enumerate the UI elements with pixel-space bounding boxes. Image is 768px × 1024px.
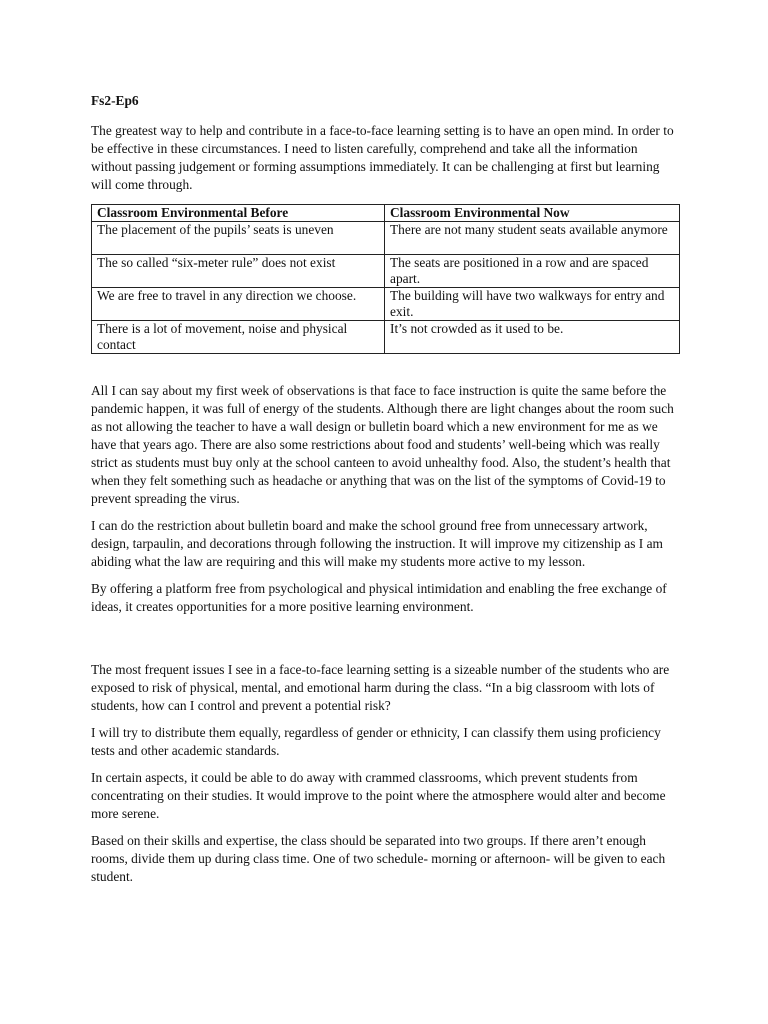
intro-paragraph: The greatest way to help and contribute in a face-to-face learning setting is to have an open mind. In order to be effective in these circumstances. I need to listen carefully, comprehend and take all the information without passing judgement or forming assumptions immediately. It can be challenging at first but learning will come through. — [91, 123, 674, 192]
comparison-table — [91, 204, 680, 354]
table-row — [92, 255, 680, 288]
body-paragraph: I can do the restriction about bulletin board and make the school ground free from unnecessary artwork, design, tarpaulin, and decorations through following the instruction. It will improve my citizenship as I am abiding what the law are requiring and this will make my students more active to my lesson. — [91, 518, 663, 569]
table-row — [92, 222, 680, 255]
table-cell: The seats are positioned in a row and are spaced apart. — [385, 255, 680, 288]
table-cell: There is a lot of movement, noise and physical contact — [92, 321, 385, 354]
table-cell: The so called “six-meter rule” does not exist — [92, 255, 385, 288]
body-paragraph: I will try to distribute them equally, regardless of gender or ethnicity, I can classify them using proficiency tests and other academic standards. — [91, 725, 661, 758]
table-cell: There are not many student seats available anymore — [385, 222, 680, 255]
table-header-row — [92, 205, 680, 222]
body-paragraph: In certain aspects, it could be able to do away with crammed classrooms, which prevent students from concentrating on their studies. It would improve to the point where the atmosphere would alter and become more serene. — [91, 770, 666, 821]
document-page — [91, 92, 681, 895]
table-header-before: Classroom Environmental Before — [92, 205, 385, 222]
table-cell: The building will have two walkways for entry and exit. — [385, 288, 680, 321]
body-paragraph: All I can say about my first week of observations is that face to face instruction is quite the same before the pandemic happen, it was full of energy of the students. Although there are light changes about the room such as not allowing the teacher to have a wall design or bulletin board which a new environment for me as we have that years ago. There are also some restrictions about food and students’ well-being which was really strict as students must buy only at the school canteen to avoid unhealthy food. Also, the student’s health that when they felt something such as headache or anything that was on the list of the symptoms of Covid-19 to prevent spreading the virus. — [91, 383, 674, 506]
document-title: Fs2-Ep6 — [91, 93, 139, 108]
body-paragraph: Based on their skills and expertise, the class should be separated into two groups. If there aren’t enough rooms, divide them up during class time. One of two schedule- morning or afternoon- will be given to each student. — [91, 833, 666, 884]
table-row — [92, 321, 680, 354]
section-gap — [91, 625, 681, 661]
body-paragraph: By offering a platform free from psychological and physical intimidation and enabling the free exchange of ideas, it creates opportunities for a more positive learning environment. — [91, 581, 667, 614]
table-row — [92, 288, 680, 321]
table-cell: We are free to travel in any direction we choose. — [92, 288, 385, 321]
table-header-now: Classroom Environmental Now — [385, 205, 680, 222]
table-cell: It’s not crowded as it used to be. — [385, 321, 680, 354]
table-cell: The placement of the pupils’ seats is uneven — [92, 222, 385, 255]
body-paragraph: The most frequent issues I see in a face-to-face learning setting is a sizeable number of the students who are exposed to risk of physical, mental, and emotional harm during the class. “In a big classroom with lots of students, how can I control and prevent a potential risk? — [91, 662, 670, 713]
